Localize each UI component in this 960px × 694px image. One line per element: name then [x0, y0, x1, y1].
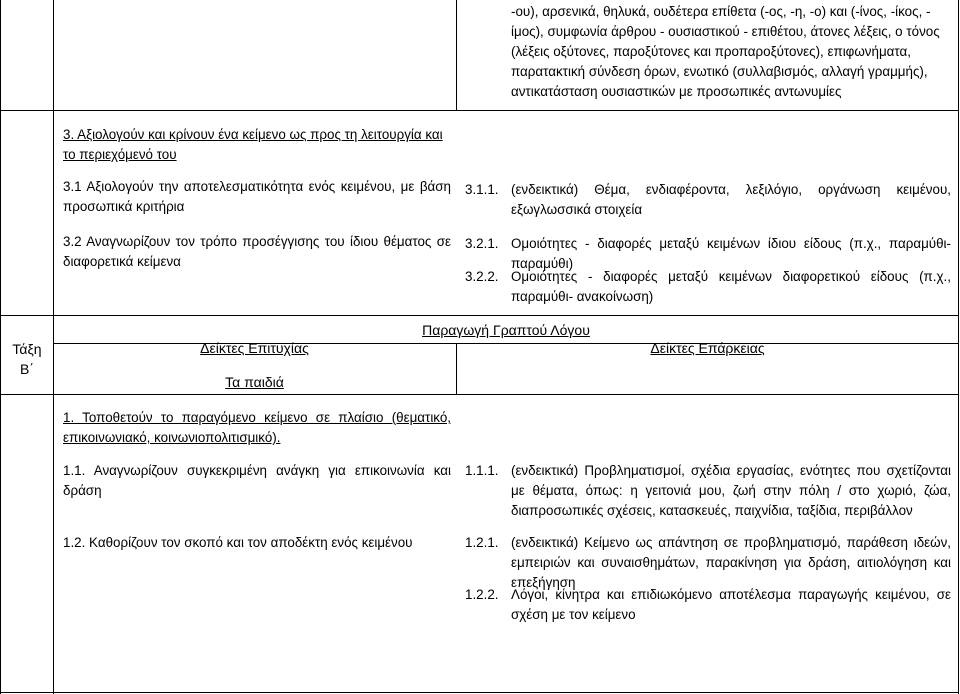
indicator-number: 1.2.1.	[465, 535, 499, 550]
table-border-bottom	[0, 692, 959, 693]
grammar-line: ίμος), συμφωνία άρθρου - ουσιαστικού - επιθέτου, άτονες λέξεις, ο τόνος	[511, 24, 940, 39]
adequacy-indicators-heading: Δείκτες Επάρκειας	[650, 340, 765, 356]
goal-3-1: 3.1 Αξιολογούν την αποτελεσματικότητα ενός κειμένου, με βάση προσωπικά κριτήρια	[63, 179, 451, 214]
indicator-3-2-2: Ομοιότητες - διαφορές μεταξύ κειμένων διαφορετικού είδους (π.χ., παραμύθι- ανακοίνωση)	[511, 269, 951, 304]
success-indicators-heading: Δείκτες Επιτυχίας	[200, 340, 309, 356]
goal-1-2: 1.2. Καθορίζουν τον σκοπό και τον αποδέκτη ενός κειμένου	[63, 535, 413, 550]
row-divider	[0, 315, 959, 316]
grammar-line: παρατακτική σύνδεση όρων, ενωτικό (συλλαβισμός, αλλαγή γραμμής),	[511, 64, 928, 79]
grammar-line: αντικατάσταση ουσιαστικών με προσωπικές αντωνυμίες	[511, 84, 842, 99]
goal-1-title: 1. Τοποθετούν το παραγόμενο κείμενο σε πλαίσιο (θεματικό, επικοινωνιακό, κοινωνιοπολιτισμικό).	[63, 410, 451, 445]
grammar-line: -ου), αρσενικά, θηλυκά, ουδέτερα επίθετα (-ος, -η, -ο) και (-ίνος, -ίκος, -	[511, 4, 931, 19]
goal-1-1: 1.1. Αναγνωρίζουν συγκεκριμένη ανάγκη για επικοινωνία και δράση	[63, 463, 451, 498]
table-border-right	[958, 0, 959, 694]
column-divider-indicators	[456, 0, 457, 111]
table-border-left	[0, 0, 1, 694]
indicator-1-2-1: (ενδεικτικά) Κείμενο ως απάντηση σε προβληματισμό, παράθεση ιδεών, εμπειριών και συναισθημάτων, παρακίνηση για δράση, αιτιολόγηση και επεξήγηση	[511, 535, 951, 590]
indicator-number: 3.2.2.	[465, 269, 499, 284]
indicator-1-1-1: (ενδεικτικά) Προβληματισμοί, σχέδια εργασίας, ενότητες που σχετίζονται με θέματα, όπως: η γειτονιά μου, ζωή στην πόλη / στο χωριό, ζώα, διαπροσωπικές σχέσεις, κατασκευές, παιχνίδια, ταξίδια, περιβάλλον	[511, 463, 951, 518]
indicator-number: 1.1.1.	[465, 463, 499, 478]
row-divider	[0, 110, 959, 111]
indicator-3-1-1: (ενδεικτικά) Θέμα, ενδιαφέροντα, λεξιλόγιο, οργάνωση κειμένου, εξωγλωσσικά στοιχεία	[511, 182, 951, 217]
indicator-1-2-2: Λόγοι, κίνητρα και επιδιωκόμενο αποτέλεσμα παραγωγής κειμένου, σε σχέση με τον κείμενο	[511, 587, 951, 622]
children-heading: Τα παιδιά	[225, 374, 284, 390]
section-title: Παραγωγή Γραπτού Λόγου	[422, 322, 590, 338]
grammar-topics-text	[511, 2, 951, 102]
indicator-number: 3.2.1.	[465, 236, 499, 251]
grammar-line: (λέξεις οξύτονες, παροξύτονες και προπαροξύτονες), επιφωνήματα,	[511, 44, 911, 59]
indicator-number: 3.1.1.	[465, 182, 499, 197]
indicator-3-2-1: Ομοιότητες - διαφορές μεταξύ κειμένων ίδιου είδους (π.χ., παραμύθι- παραμύθι)	[511, 236, 951, 271]
goal-3-title: 3. Αξιολογούν και κρίνουν ένα κείμενο ως προς τη λειτουργία και το περιεχόμενό του	[63, 127, 443, 162]
row-divider	[0, 394, 959, 395]
indicator-number: 1.2.2.	[465, 587, 499, 602]
goal-3-2: 3.2 Αναγνωρίζουν τον τρόπο προσέγγισης του ίδιου θέματος σε διαφορετικά κείμενα	[63, 234, 451, 269]
grade-label: Τάξη Β΄	[12, 341, 42, 377]
